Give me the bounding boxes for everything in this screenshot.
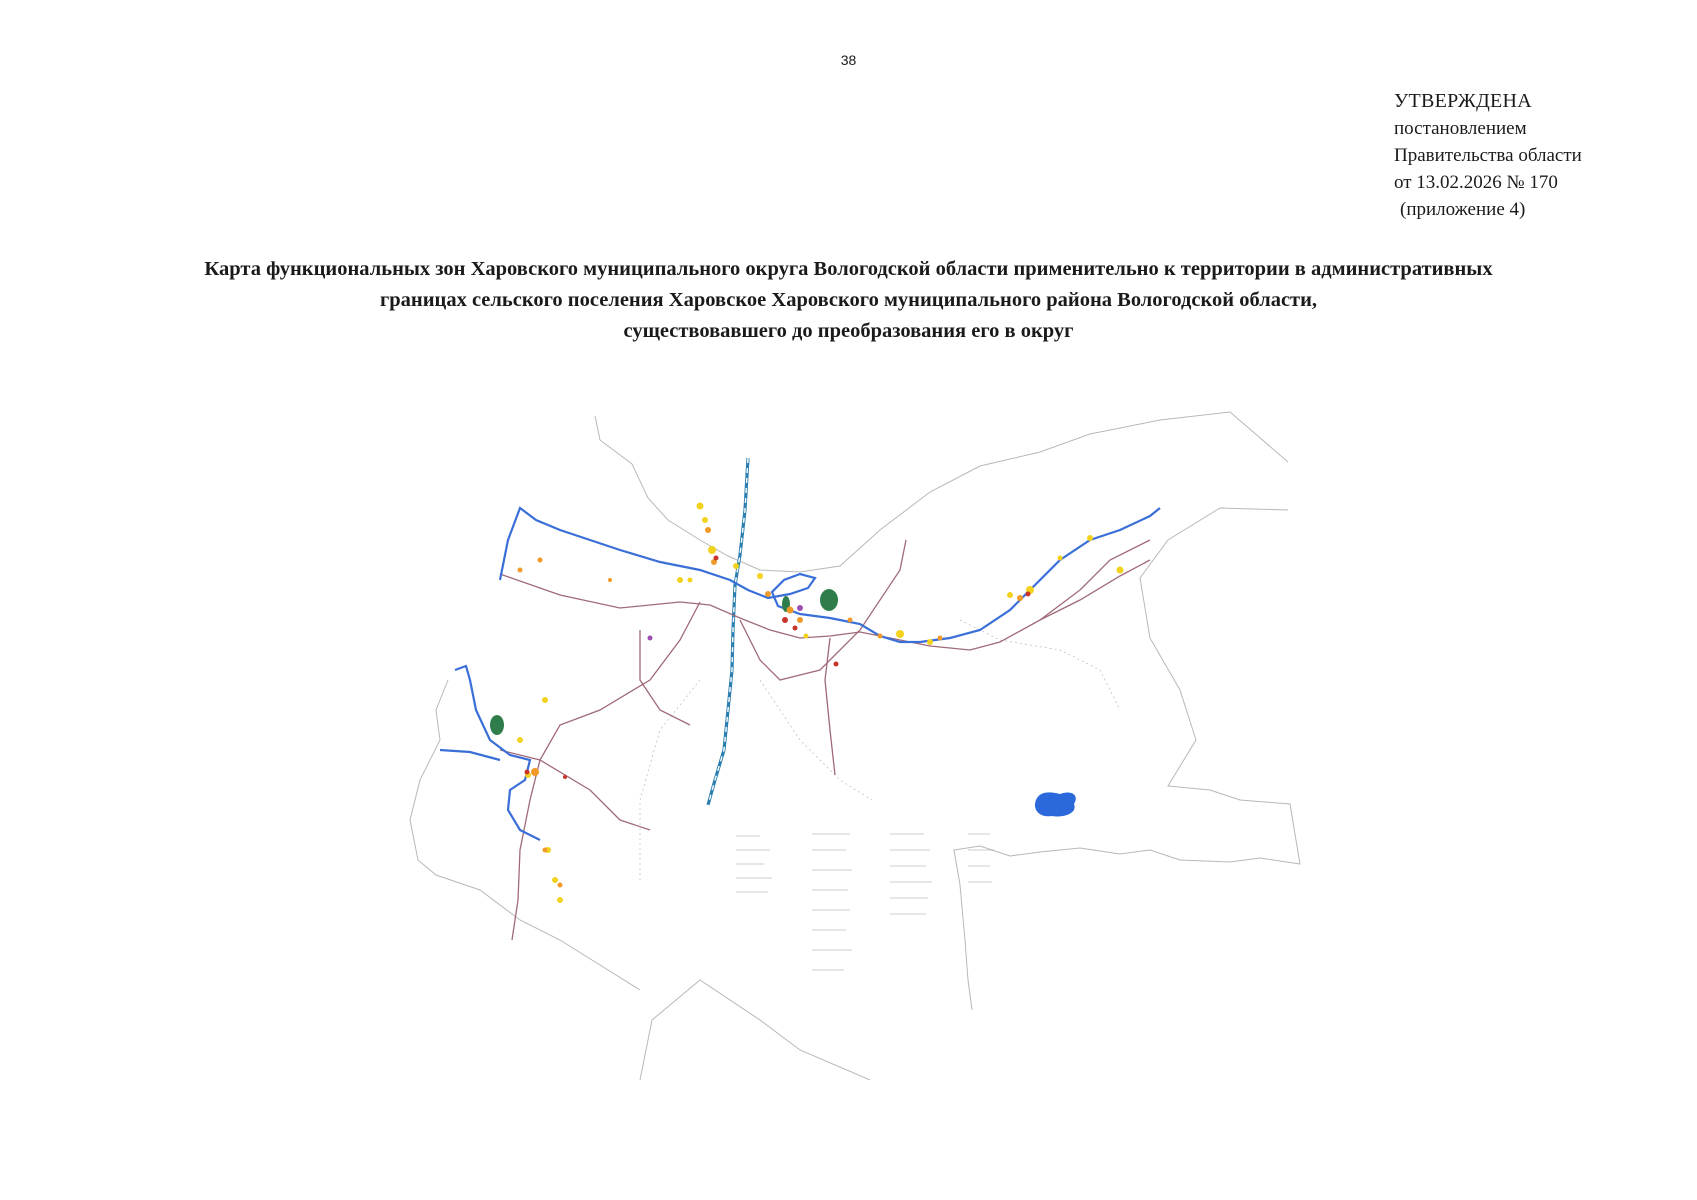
map-canvas	[0, 380, 1697, 1080]
settlement-icon	[517, 503, 1124, 904]
map-title-line: границах сельского поселения Харовское Харовского муниципального района Вологодской области,	[379, 289, 1318, 311]
approval-line: Правительства области	[1394, 145, 1582, 166]
river-icon	[440, 508, 1160, 840]
page-number: 38	[840, 52, 857, 68]
map-legend	[736, 834, 994, 970]
map-title-line: Карта функциональных зон Харовского муниципального округа Вологодской области применительно к территории в административных	[204, 258, 1493, 280]
approval-title: УТВЕРЖДЕНА	[1394, 90, 1533, 112]
approval-date-number: от 13.02.2026 № 170	[1394, 172, 1558, 193]
approval-stamp	[1394, 88, 1582, 223]
map-title-line: существовавшего до преобразования его в округ	[623, 320, 1074, 342]
map-title	[100, 254, 1597, 347]
approval-line: постановлением	[1394, 118, 1527, 139]
lake-icon	[1035, 792, 1076, 816]
admin-boundary-inner	[640, 620, 1120, 880]
railway-icon	[708, 458, 748, 805]
functional-zones-map	[0, 380, 1697, 1080]
approval-appendix: (приложение 4)	[1400, 199, 1526, 220]
admin-boundary	[410, 412, 1300, 1080]
